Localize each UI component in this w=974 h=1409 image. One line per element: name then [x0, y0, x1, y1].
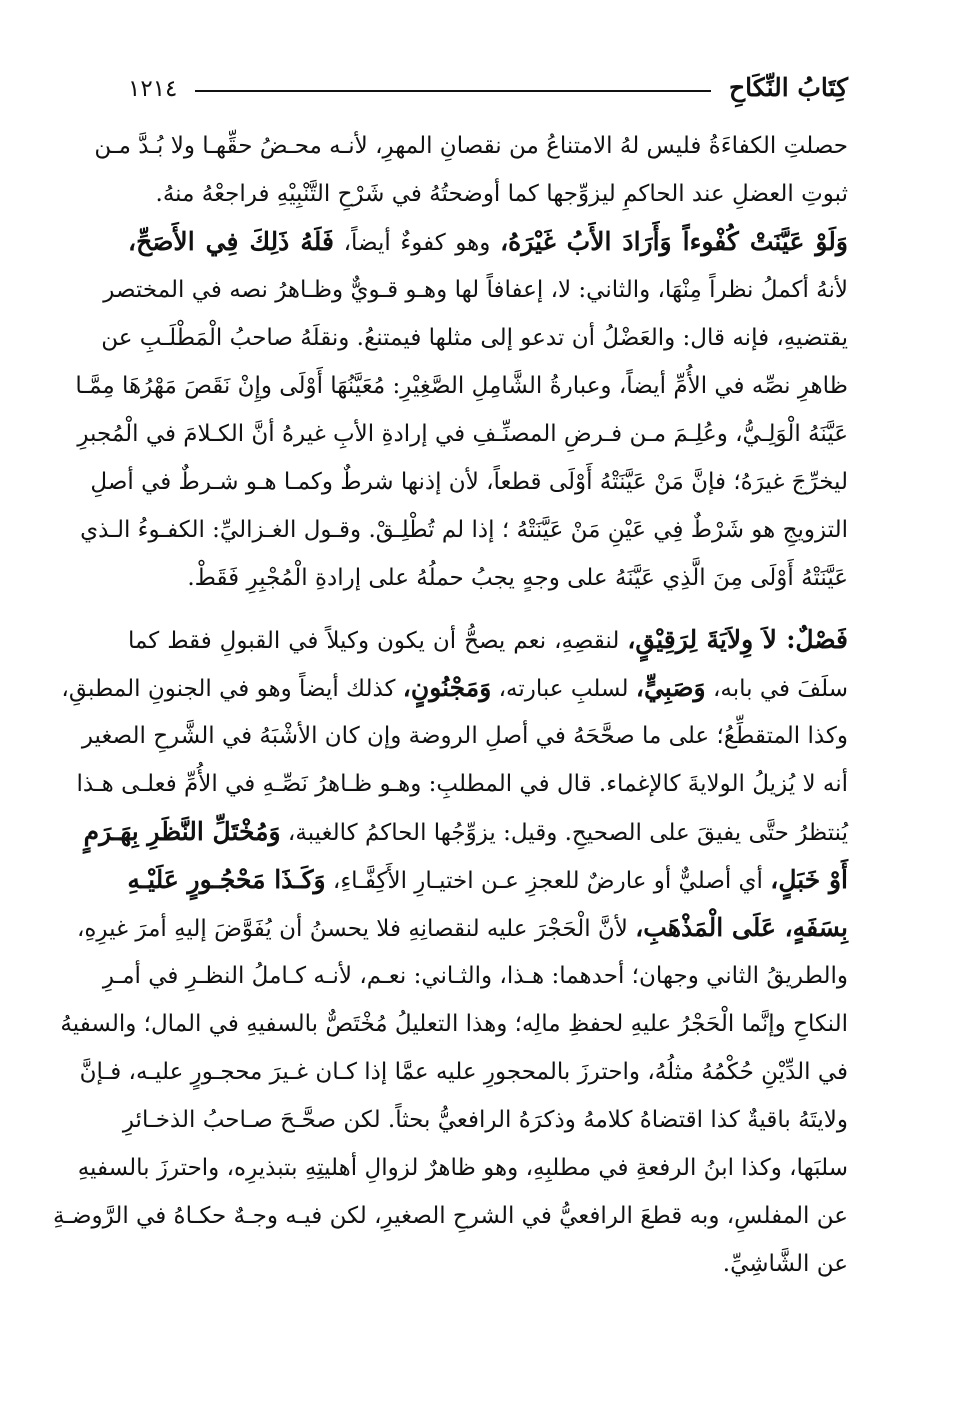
page-number: ١٢١٤	[128, 76, 178, 102]
commentary-text: يقتضيهِ، فإنه قال: والعَضْلُ أن تدعو إلى مثلها فيمتنعُ. ونقلَهُ صاحبُ الْمَطْلَـبِ عن	[101, 325, 848, 351]
matn-text: وَلَوْ عَيَّنَتْ كُفْوءاً وَأَرَادَ الأَبُ غَيْرَهُ،	[500, 227, 848, 256]
text-line	[81, 712, 848, 760]
text-line	[94, 122, 848, 170]
text-line	[75, 362, 848, 410]
matn-text: وَكَـذَا مَحْجُـورٍ عَلَيْـهِ	[127, 865, 326, 894]
commentary-text: التزويجِ هو شَرْطٌ فِي عَيْنِ مَنْ عَيَّنَتْهُ ؛ إذا لم تُطْلِـقْ. وقـول الغـزاليِّ: الكفـوءُ الـذي	[80, 517, 848, 543]
text-line	[128, 1240, 848, 1288]
matn-text: فَلَهُ ذَلِكَ فِي الأَصَحِّ،	[128, 227, 334, 256]
matn-text: فَصْلٌ: لاَ وِلاَيَةَ لِرَقِيْقٍ،	[627, 625, 848, 654]
commentary-text: النكاحِ وإنَّما الْحَجْرُ عليهِ لحفظِ مالِه؛ وهذا التعليلُ مُخْتَصٌّ بالسفيهِ في المال؛ والسفيهُ	[60, 1011, 848, 1037]
matn-text: بِسَفَهٍ، عَلَى الْمَذْهَبِ،	[635, 913, 848, 942]
text-line	[102, 952, 848, 1000]
body-text	[52, 122, 848, 1288]
text-line	[128, 218, 848, 266]
text-line	[128, 170, 848, 218]
commentary-text: ظاهرِ نصِّه في الأُمِّ أيضاً، وعبارةُ الشَّامِلِ الصَّغِيْرِ: مُعَيَّنُهَا أَوْلَى وإِنْ نَقَصَ مَهْرُهَا مِمَّـا	[75, 373, 848, 399]
commentary-text: لأنهُ أكملُ نظراً مِنْهَا، والثاني: لا، إعفافاً لها وهـو قـويٌّ وظـاهرُ نصه في المختصر	[103, 277, 848, 303]
commentary-text: وكذا المتقطِّعُ؛ على ما صحَّحَهُ في أصلِ الروضة وإن كان الأشْبَهُ في الشَّرحِ الصغير	[81, 723, 848, 749]
text-line	[128, 856, 848, 904]
matn-text: وَمَجْنُونٍ،	[402, 673, 492, 702]
commentary-text: أي أصليٌّ أو عارضٌ للعجزِ عـن اختيـارِ الأَكِفَّـاءِ،	[325, 868, 771, 894]
commentary-text: لأنَّ الْحَجْرَ عليه لنقصانِهِ فلا يحسنُ أن يُفَوَّضَ إليهِ أمرَ غيرِهِ،	[76, 916, 636, 942]
text-line	[103, 266, 848, 314]
commentary-text: ثبوتِ العضلِ عند الحاكمِ ليزوِّجها كما أوضحتُهُ في شَرْحِ التَّنْبِيْهِ فراجعْهُ منهُ.	[155, 181, 848, 207]
text-line	[77, 1144, 848, 1192]
commentary-text: حصلتِ الكفاءَةُ فليس لهُ الامتناعُ من نقصانِ المهرِ، لأنـه محـضُ حقِّهـا ولا بُـدَّ مـن	[94, 133, 848, 159]
text-line	[128, 554, 848, 602]
commentary-text: يُنتظرُ حتَّى يفيقَ على الصحيحِ. وقيل: يزوِّجُها الحاكمُ كالغيبة،	[280, 820, 848, 846]
text-line	[76, 760, 848, 808]
text-line	[90, 458, 848, 506]
header-title: كِتَابُ النِّكَاحِ	[729, 73, 848, 102]
text-line	[77, 410, 848, 458]
matn-text: وَصَبِيٍّ،	[635, 673, 706, 702]
commentary-text: عن الشَّاشِيِّ.	[722, 1251, 848, 1277]
commentary-text: في الدِّيْنِ حُكْمُهُ مثلُهُ، واحترزَ بالمحجورِ عليه عمَّا إذا كـان غـيرَ محجـورٍ عليـه، فـإنَّ	[79, 1059, 848, 1085]
commentary-text: عَيَّنَهُ الْوَلِـيُّ، وعُلِـمَ مـن فـرضِ المصنِّـفِ في إرادةِ الأبِ غيرهُ أنَّ الكـلامَ في الْمُجبرِ	[77, 421, 848, 447]
commentary-text: كذلك أيضاً وهو في الجنونِ المطبقِ،	[61, 676, 403, 702]
text-line	[101, 314, 848, 362]
commentary-text: ولايتَهُ باقيةٌ كذا اقتضاهُ كلامهُ وذكرَهُ الرافعيُّ بحثاً. لكن صحَّـحَ صـاحبُ الذخـائرِ	[122, 1107, 848, 1133]
running-header	[128, 58, 848, 102]
commentary-text: سلبَها، وكذا ابنُ الرفعةِ في مطلبِهِ، وهو ظاهرٌ لزوالِ أهليتِهِ بتبذيرِه، واحترزَ بالسفيهِ	[77, 1155, 848, 1181]
commentary-text: لسلبِ عبارته،	[491, 676, 636, 702]
text-line	[122, 1096, 848, 1144]
text-line	[79, 1048, 848, 1096]
header-rule	[195, 90, 711, 92]
matn-text: وَمُخْتَلِّ النَّظَرِ بِهَـرَمٍ	[83, 817, 281, 846]
commentary-text: عَيَّنَتْهُ أَوْلَى مِنَ الَّذِي عَيَّنَهُ على وجهٍ يجبُ حملُهُ على إرادةِ الْمُجْبِرِ فَقَطْ.	[187, 565, 848, 591]
commentary-text: لنقصِهِ، نعم يصحُّ أن يكون وكيلاً في القبولِ فقط كما	[128, 628, 628, 654]
text-line	[128, 616, 848, 664]
text-line	[76, 904, 848, 952]
commentary-text: عن المفلسِ، وبه قطعَ الرافعيُّ في الشرحِ الصغيرِ، لكن فيـه وجـهٌ حكـاهُ في الرَّوضـةِ	[52, 1203, 848, 1229]
paragraph-gap	[128, 602, 848, 616]
text-line	[61, 664, 848, 712]
commentary-text: وهو كفوءٌ أيضاً،	[333, 230, 501, 256]
commentary-text: أنه لا يُزيلُ الولايةَ كالإغماء. قال في المطلبِ: وهـو ظـاهرُ نَصِّـهِ في الأُمِّ فعلـى هـذا	[76, 771, 848, 797]
commentary-text: سلَفَ في بابه،	[705, 676, 848, 702]
text-line	[83, 808, 848, 856]
commentary-text: ليخرِّجَ غيرَهُ؛ فإنَّ مَنْ عَيَّنَتْهُ أَوْلَى قطعاً، لأن إذنها شرطٌ وكمـا هـو شـرطٌ في أصلِ	[90, 469, 848, 495]
text-line	[52, 1192, 848, 1240]
text-line	[80, 506, 848, 554]
matn-text: أَوْ خَبَلٍ،	[770, 865, 848, 894]
commentary-text: والطريقُ الثاني وجهان؛ أحدهما: هـذا، والثـاني: نعـم، لأنـه كـاملُ النظـرِ في أمـرِ	[102, 963, 848, 989]
text-line	[60, 1000, 848, 1048]
